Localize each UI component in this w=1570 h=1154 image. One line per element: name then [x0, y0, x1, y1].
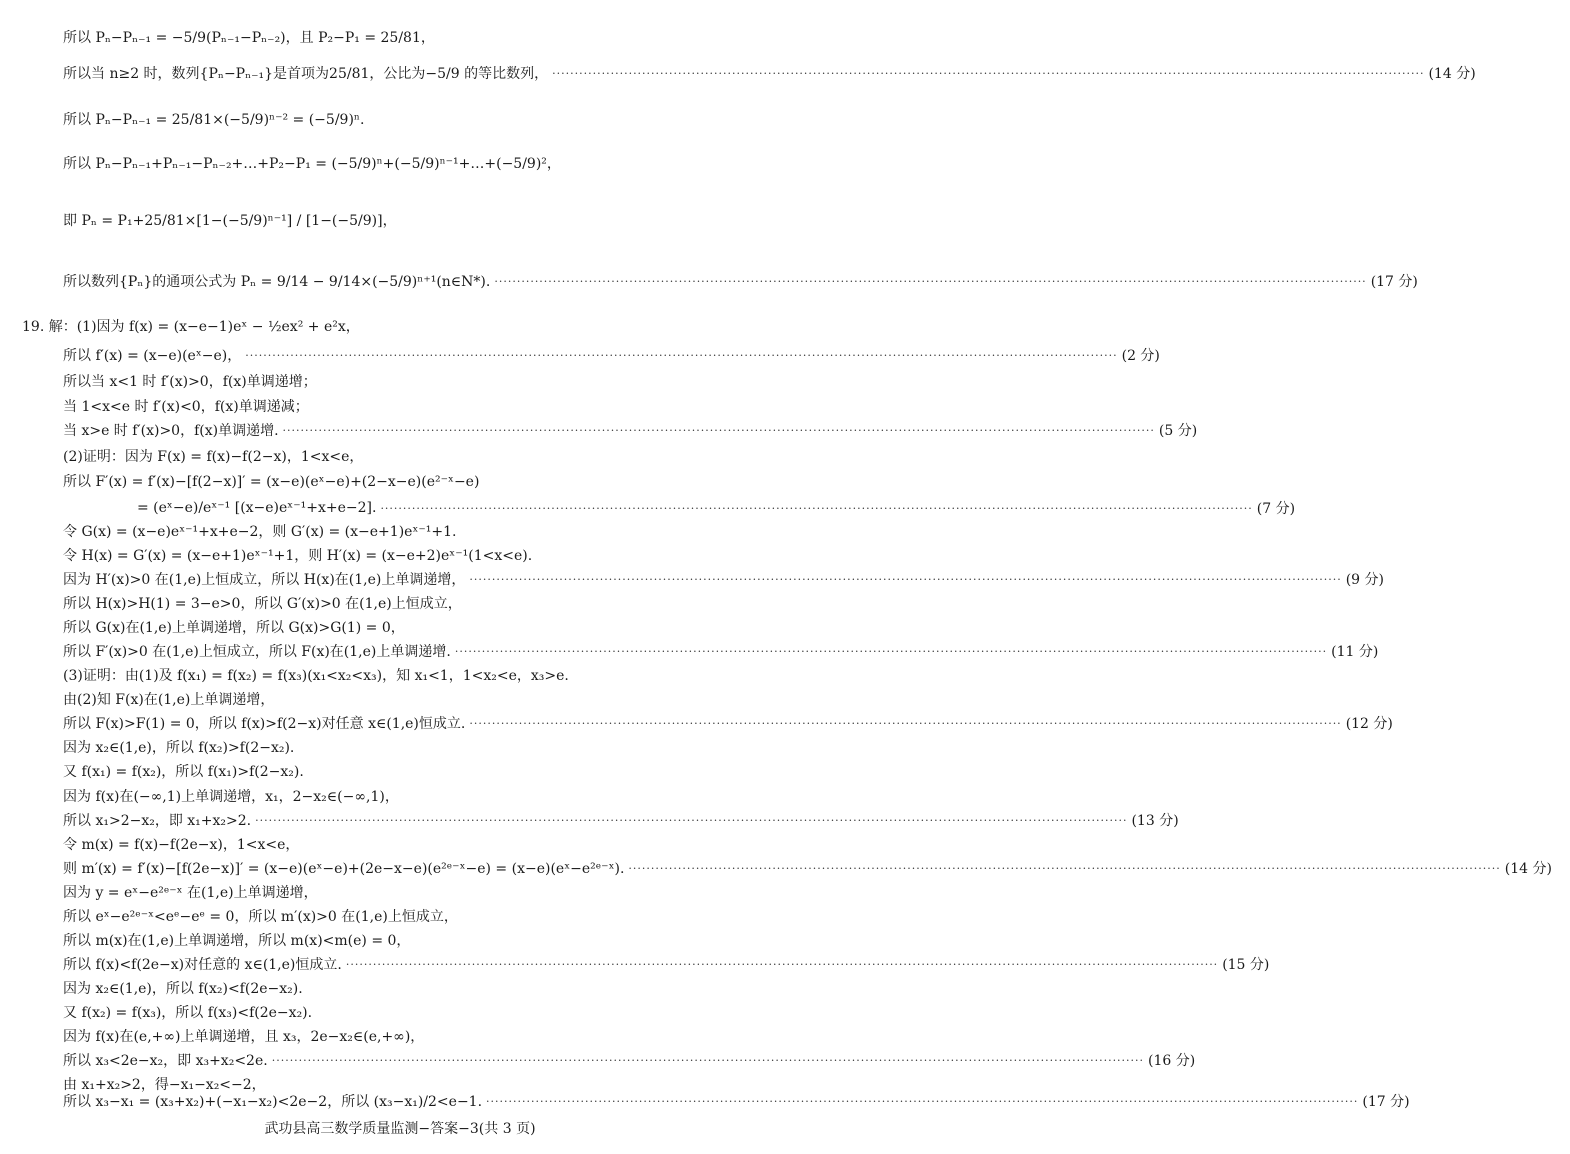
text-line: 所以 x₃<2e−x₂，即 x₃+x₂<2e. ····· (16 分)	[0, 1045, 863, 1075]
leader-dots	[494, 275, 1366, 288]
leader-dots	[255, 814, 1127, 827]
text-line: 所以 x₁>2−x₂，即 x₁+x₂>2. ····· (13 分)	[0, 805, 863, 835]
score-label: (7 分)	[1256, 501, 1296, 517]
text-line: 所以 m(x)在(1,e)上单调递增，所以 m(x)<m(e) = 0，	[63, 933, 411, 949]
score-label: (14 分)	[1428, 66, 1476, 82]
text-line: 令 G(x) = (x−e)eˣ⁻¹+x+e−2，则 G′(x) = (x−e+1)eˣ⁻¹+1.	[63, 524, 457, 540]
text-line: 因为 f(x)在(−∞,1)上单调递增，x₁，2−x₂∈(−∞,1)，	[63, 789, 399, 805]
leader-dots	[380, 502, 1252, 515]
text-line: 又 f(x₁) = f(x₂)，所以 f(x₁)>f(2−x₂).	[63, 764, 304, 780]
score-label: (9 分)	[1345, 572, 1384, 588]
text-line: 所以 f′(x) = (x−e)(eˣ−e)， ····· (2 分)	[0, 340, 863, 370]
text-line: 由 x₁+x₂>2，得−x₁−x₂<−2，	[63, 1077, 266, 1093]
text-line: 由(2)知 F(x)在(1,e)上单调递增，	[63, 692, 275, 708]
text-line: (2)证明：因为 F(x) = f(x)−f(2−x)，1<x<e，	[63, 449, 364, 465]
text-line: 令 m(x) = f(x)−f(2e−x)，1<x<e，	[63, 837, 300, 853]
text-line: 则 m′(x) = f′(x)−[f(2e−x)]′ = (x−e)(eˣ−e)+(2e−x−e)(e²ᵉ⁻ˣ−e) = (x−e)(eˣ−e²ᵉ⁻ˣ). ····· (14 分)	[0, 853, 863, 883]
score-label: (17 分)	[1362, 1094, 1410, 1110]
leader-dots	[455, 645, 1327, 658]
text-line: 所以数列{Pₙ}的通项公式为 Pₙ = 9/14 − 9/14×(−5/9)ⁿ⁺¹(n∈N*). ····· (17 分)	[0, 266, 863, 296]
text-line: (3)证明：由(1)及 f(x₁) = f(x₂) = f(x₃)(x₁<x₂<x₃)，知 x₁<1，1<x₂<e，x₃>e.	[63, 668, 569, 684]
text-line: 所以 H(x)>H(1) = 3−e>0，所以 G′(x)>0 在(1,e)上恒成立，	[63, 596, 462, 612]
leader-dots	[469, 573, 1341, 586]
text-line: 所以 Pₙ−Pₙ₋₁ = 25/81×(−5/9)ⁿ⁻² = (−5/9)ⁿ.	[63, 112, 365, 128]
text-line: 所以 eˣ−e²ᵉ⁻ˣ<eᵉ−eᵉ = 0，所以 m′(x)>0 在(1,e)上恒成立，	[63, 909, 458, 925]
text-line: 所以 F(x)>F(1) = 0，所以 f(x)>f(2−x)对任意 x∈(1,e)恒成立. ····· (12 分)	[0, 708, 863, 738]
text-line: 所以 f(x)<f(2e−x)对任意的 x∈(1,e)恒成立. ····· (15 分)	[0, 949, 863, 979]
text-line: = (eˣ−e)/eˣ⁻¹ [(x−e)eˣ⁻¹+x+e−2]. ····· (7 分)	[0, 493, 937, 523]
leader-dots	[272, 1054, 1144, 1067]
text-line: 令 H(x) = G′(x) = (x−e+1)eˣ⁻¹+1，则 H′(x) = (x−e+2)eˣ⁻¹(1<x<e).	[63, 548, 533, 564]
text-line: 因为 f(x)在(e,+∞)上单调递增，且 x₃，2e−x₂∈(e,+∞)，	[63, 1029, 425, 1045]
score-label: (14 分)	[1504, 861, 1552, 877]
leader-dots	[628, 862, 1500, 875]
leader-dots	[245, 349, 1117, 362]
text-line: 所以当 n≥2 时，数列{Pₙ−Pₙ₋₁}是首项为25/81，公比为−5/9 的等比数列， ····· (14 分)	[0, 58, 863, 88]
text-line: 当 x>e 时 f′(x)>0，f(x)单调递增. ····· (5 分)	[0, 415, 863, 445]
text-line: 又 f(x₂) = f(x₃)，所以 f(x₃)<f(2e−x₂).	[63, 1005, 313, 1021]
text-line: 因为 x₂∈(1,e)，所以 f(x₂)<f(2e−x₂).	[63, 981, 303, 997]
leader-dots	[486, 1095, 1358, 1108]
leader-dots	[346, 958, 1218, 971]
score-label: (12 分)	[1345, 716, 1393, 732]
text-line: 所以 F′(x)>0 在(1,e)上恒成立，所以 F(x)在(1,e)上单调递增. ····· (11 分)	[0, 636, 863, 666]
text-line: 因为 H′(x)>0 在(1,e)上恒成立，所以 H(x)在(1,e)上单调递增， ····· (9 分)	[0, 564, 863, 594]
score-label: (5 分)	[1158, 423, 1198, 439]
leader-dots	[469, 717, 1341, 730]
text-line: 因为 x₂∈(1,e)，所以 f(x₂)>f(2−x₂).	[63, 740, 295, 756]
text-line: 因为 y = eˣ−e²ᵉ⁻ˣ 在(1,e)上单调递增，	[63, 885, 318, 901]
text-line: 当 1<x<e 时 f′(x)<0，f(x)单调递减；	[63, 399, 309, 415]
score-label: (11 分)	[1331, 644, 1379, 660]
text-line: 即 Pₙ = P₁+25/81×[1−(−5/9)ⁿ⁻¹] / [1−(−5/9)]，	[63, 213, 397, 229]
text-line: 所以 Pₙ−Pₙ₋₁+Pₙ₋₁−Pₙ₋₂+…+P₂−P₁ = (−5/9)ⁿ+(−5/9)ⁿ⁻¹+…+(−5/9)²，	[63, 156, 561, 172]
score-label: (2 分)	[1121, 348, 1160, 364]
text-line: 所以 F′(x) = f′(x)−[f(2−x)]′ = (x−e)(eˣ−e)+(2−x−e)(e²⁻ˣ−e)	[63, 474, 480, 490]
text-line: 所以当 x<1 时 f′(x)>0，f(x)单调递增；	[63, 374, 317, 390]
text-line: 所以 Pₙ−Pₙ₋₁ = −5/9(Pₙ₋₁−Pₙ₋₂)，且 P₂−P₁ = 25/81，	[63, 30, 435, 46]
score-label: (16 分)	[1148, 1053, 1196, 1069]
page-footer: 武功县高三数学质量监测−答案−3(共 3 页)	[264, 1121, 536, 1137]
score-label: (17 分)	[1370, 274, 1418, 290]
question-heading: 19. 解：(1)因为 f(x) = (x−e−1)eˣ − ½ex² + e²x，	[22, 319, 360, 335]
leader-dots	[552, 67, 1424, 80]
text-line: 所以 x₃−x₁ = (x₃+x₂)+(−x₁−x₂)<2e−2，所以 (x₃−x₁)/2<e−1. ····· (17 分)	[0, 1086, 863, 1116]
score-label: (15 分)	[1222, 957, 1270, 973]
leader-dots	[283, 424, 1155, 437]
text-line: 所以 G(x)在(1,e)上单调递增，所以 G(x)>G(1) = 0，	[63, 620, 405, 636]
score-label: (13 分)	[1131, 813, 1179, 829]
